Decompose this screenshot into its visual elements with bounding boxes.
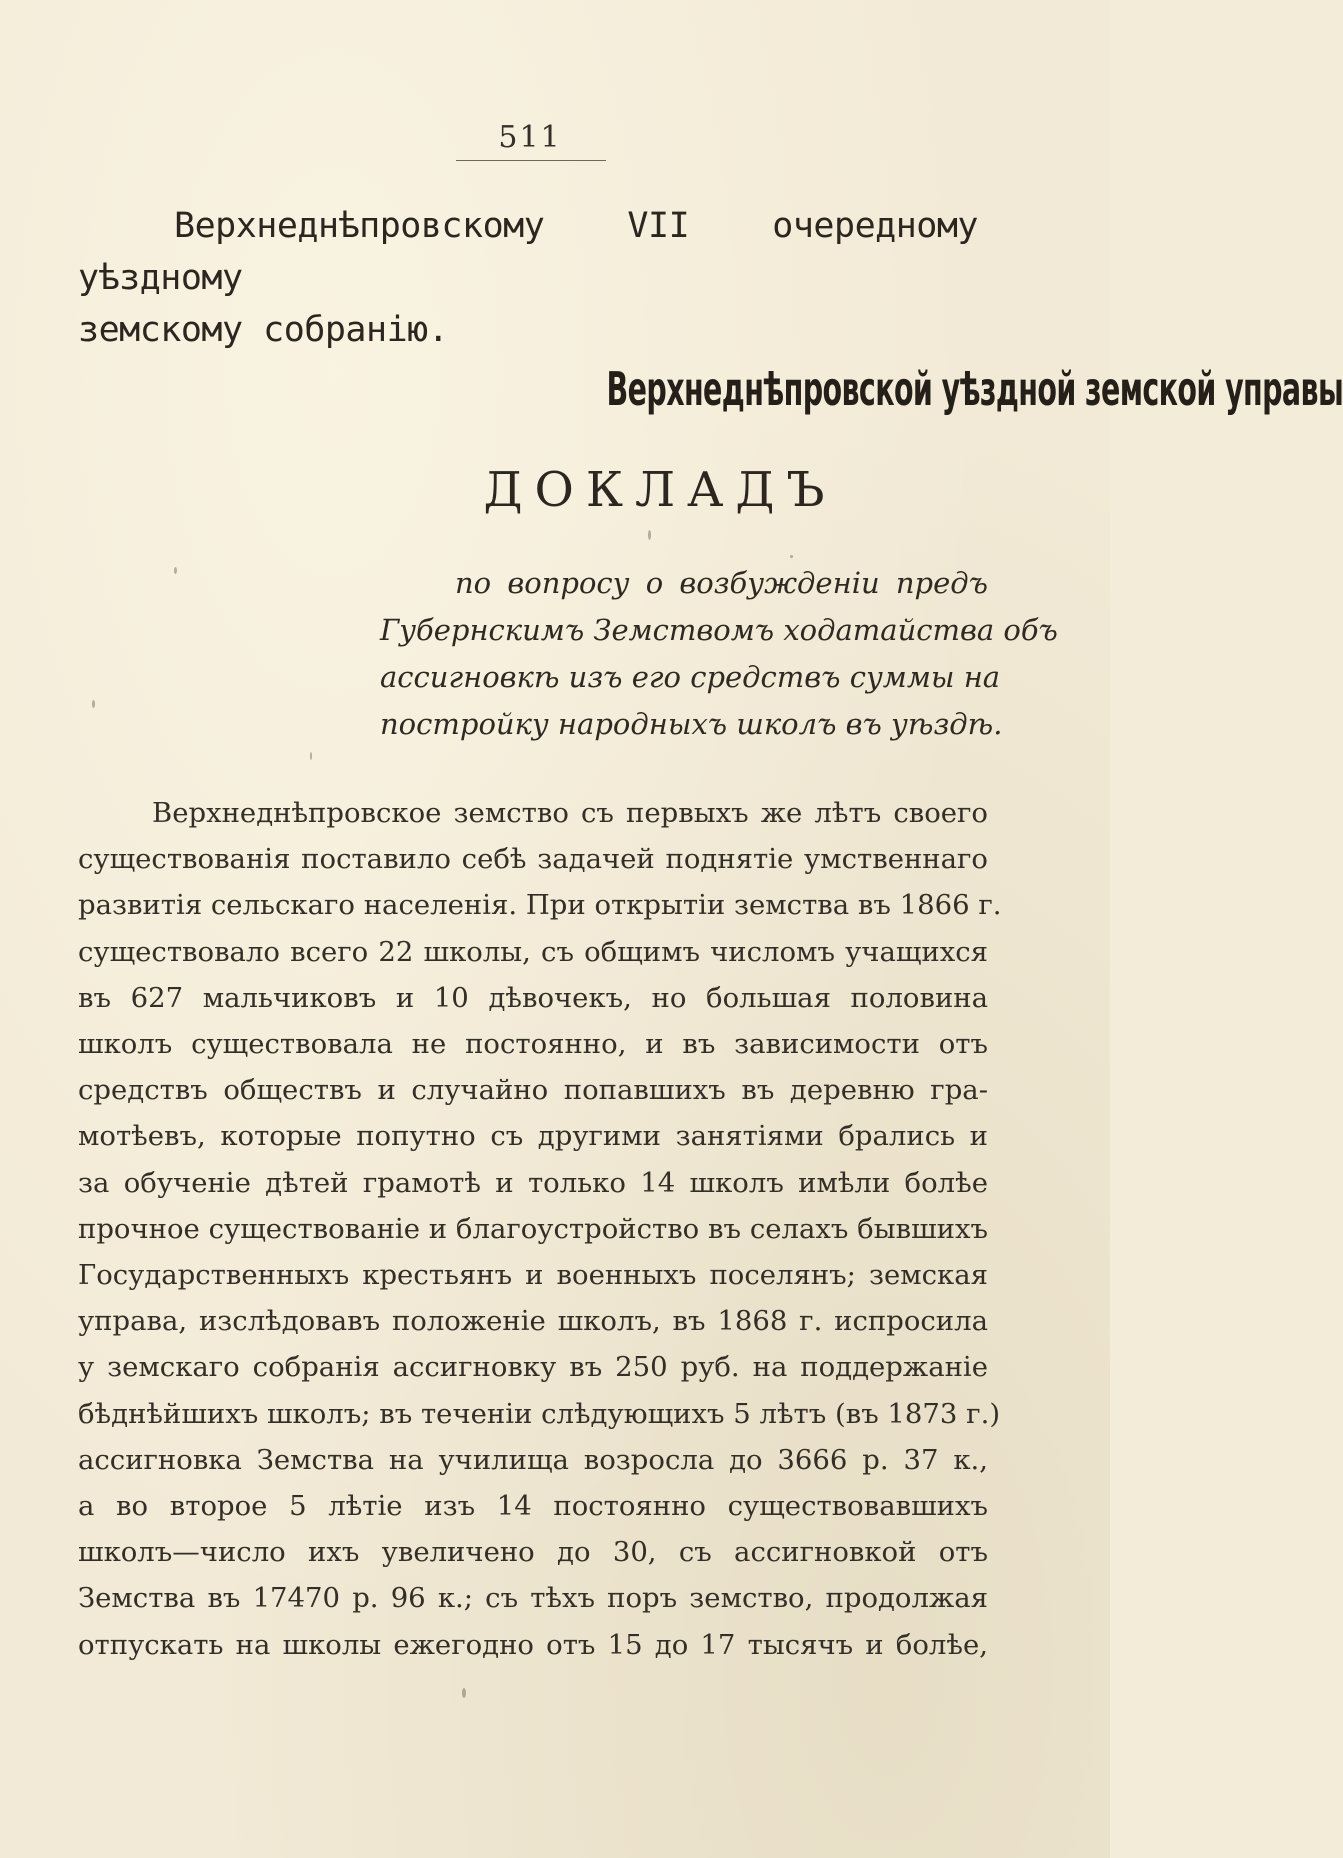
text-line: Верхнеднѣпровское земство съ первыхъ же лѣтъ своего	[152, 797, 988, 829]
text-line: отпускать на школы ежегодно отъ 15 до 17 тысячъ и болѣе,	[78, 1628, 988, 1661]
text-line: за обученіе дѣтей грамотѣ и только 14 школъ имѣли болѣе	[78, 1166, 988, 1199]
paper-speck	[310, 752, 312, 760]
subject-line: ассигновкѣ изъ его средствъ суммы на	[380, 660, 1001, 694]
text-line: ассигновка Земства на училища возросла до 3666 р. 37 к.,	[78, 1443, 988, 1476]
paper-speck	[462, 1688, 466, 1698]
text-line: существованія поставило себѣ задачей поднятіе умственнаго	[78, 843, 988, 876]
text-line: у земскаго собранія ассигновку въ 250 руб. на поддержаніе	[78, 1351, 988, 1384]
addressee-line: Верхнеднѣпровскому VII очередному уѣздному	[78, 206, 978, 298]
text-line: прочное существованіе и благоустройство въ селахъ бывшихъ	[78, 1212, 988, 1245]
text-line: управа, изслѣдовавъ положеніе школъ, въ 1868 г. испросила	[78, 1305, 988, 1338]
text-line: бѣднѣйшихъ школъ; въ теченіи слѣдующихъ 5 лѣтъ (въ 1873 г.)	[78, 1397, 1001, 1430]
text-line: мотѣевъ, которые попутно съ другими занятіями брались и	[78, 1120, 988, 1153]
report-subject	[380, 560, 1058, 748]
addressee-line: земскому собранію.	[78, 310, 449, 350]
subject-line: постройку народныхъ школъ въ уѣздѣ.	[380, 707, 1003, 741]
paper-speck	[648, 530, 651, 540]
board-title: Верхнеднѣпровской уѣздной земской управы	[606, 362, 1343, 416]
text-line: Государственныхъ крестьянъ и военныхъ поселянъ; земская	[78, 1259, 988, 1292]
paper-speck	[92, 700, 95, 708]
report-heading: ДОКЛАДЪ	[483, 462, 837, 518]
addressee-heading	[78, 200, 978, 356]
text-line: въ 627 мальчиковъ и 10 дѣвочекъ, но большая половина	[78, 981, 988, 1014]
paper-speck	[174, 567, 177, 574]
page-number-rule	[456, 160, 606, 161]
subject-line: по вопросу о возбужденіи предъ	[455, 566, 988, 600]
text-line: школъ существовала не постоянно, и въ зависимости отъ	[78, 1028, 988, 1061]
text-line: школъ—число ихъ увеличено до 30, съ ассигновкой отъ	[78, 1536, 988, 1569]
subject-line: Губернскимъ Земствомъ ходатайства объ	[380, 613, 1058, 647]
page-number: 511	[498, 120, 562, 155]
paper-speck	[790, 555, 793, 558]
text-line: развитія сельскаго населенія. При открытіи земства въ 1866 г.	[78, 889, 1002, 922]
text-line: средствъ обществъ и случайно попавшихъ въ деревню гра-	[78, 1074, 988, 1107]
text-line: существовало всего 22 школы, съ общимъ числомъ учащихся	[78, 935, 988, 968]
text-line: Земства въ 17470 р. 96 к.; съ тѣхъ поръ земство, продолжая	[78, 1582, 988, 1615]
text-line: а во второе 5 лѣтіе изъ 14 постоянно существовавшихъ	[78, 1490, 988, 1523]
body-paragraph	[78, 790, 1002, 1668]
